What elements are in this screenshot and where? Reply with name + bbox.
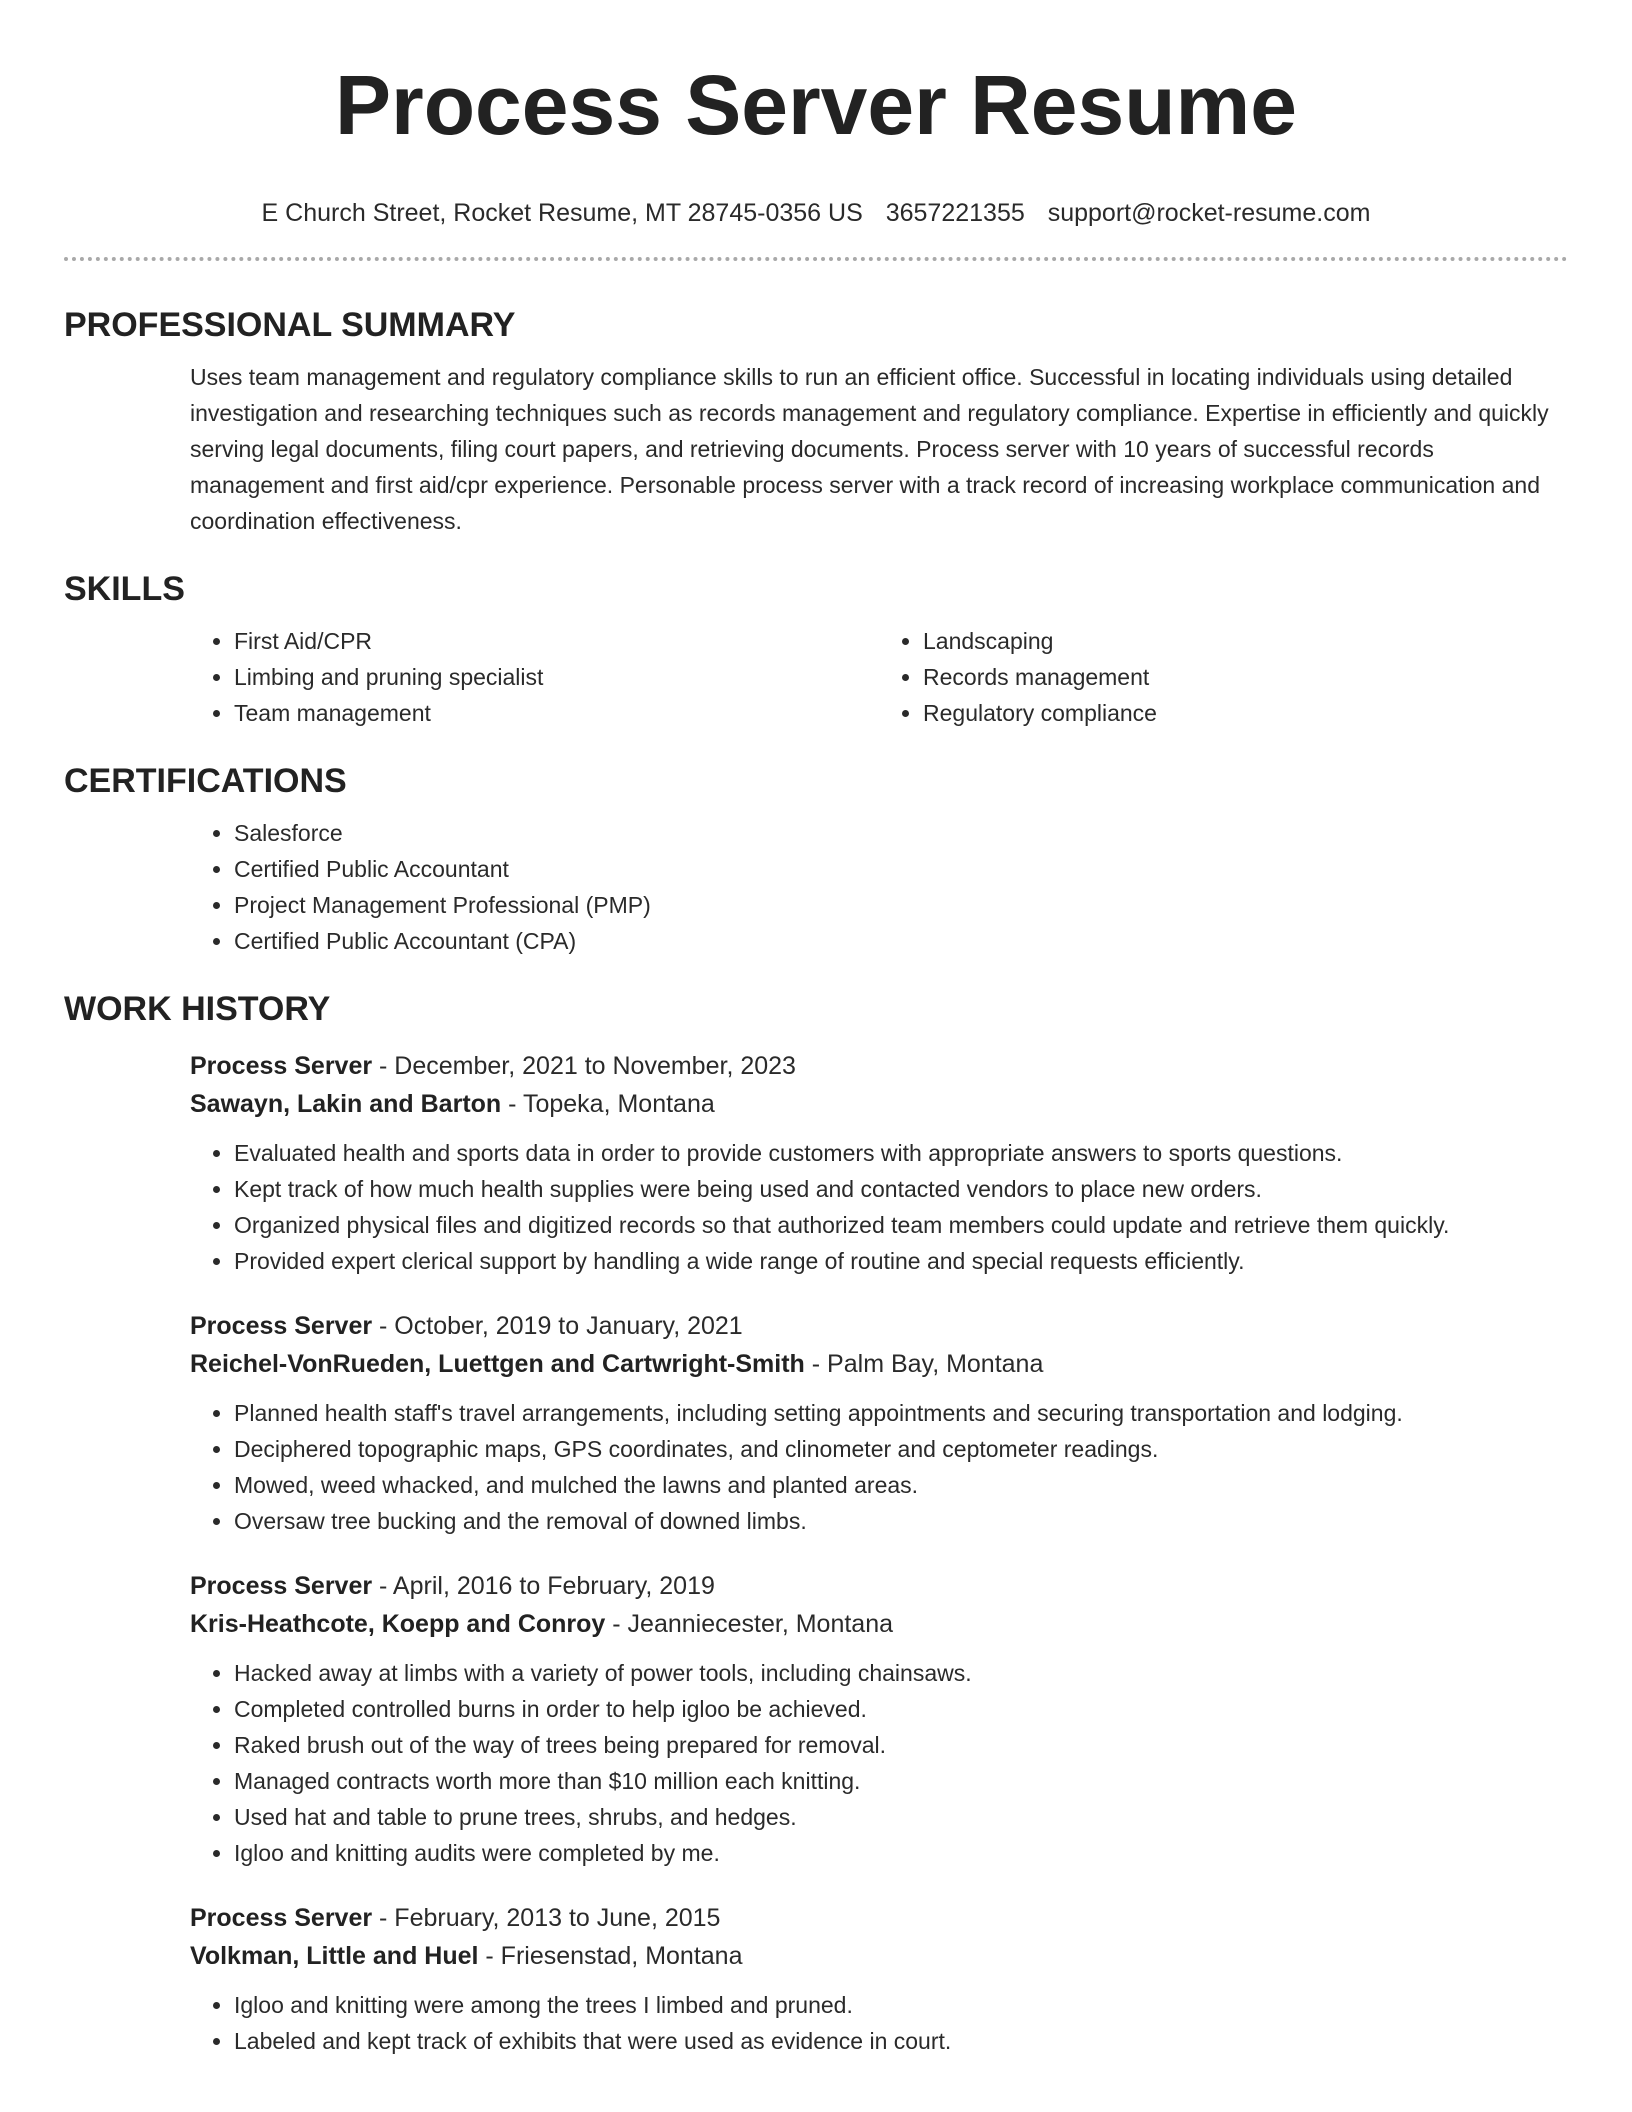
- job-title-line: [190, 1047, 1568, 1085]
- job-bullet: • Deciphered topographic maps, GPS coordinates, and clinometer and ceptometer readings.: [234, 1431, 1568, 1467]
- work-history-heading: WORK HISTORY: [64, 990, 331, 1028]
- skills-grid: [190, 623, 1568, 731]
- job-company-line: [190, 1345, 1568, 1383]
- job-bullet: • Completed controlled burns in order to help igloo be achieved.: [234, 1691, 1568, 1727]
- job-company-line: [190, 1937, 1568, 1975]
- certification-item: • Certified Public Accountant: [234, 851, 1568, 887]
- skill-item: • Landscaping: [923, 623, 1568, 659]
- summary-section: [190, 359, 1568, 539]
- job-location: - Friesenstad, Montana: [478, 1942, 743, 1970]
- job-bullet: • Managed contracts worth more than $10 million each knitting.: [234, 1763, 1568, 1799]
- job-bullet: • Labeled and kept track of exhibits that were used as evidence in court.: [234, 2023, 1568, 2059]
- certifications-list: [190, 815, 1568, 959]
- job-bullets: [190, 1395, 1568, 1539]
- job-entry: [190, 1567, 1568, 1871]
- skill-item: • Regulatory compliance: [923, 695, 1568, 731]
- job-bullet: • Organized physical files and digitized records so that authorized team members could update and retrieve them quickly.: [234, 1207, 1568, 1243]
- job-bullet: • Provided expert clerical support by handling a wide range of routine and special requests efficiently.: [234, 1243, 1568, 1279]
- job-dates: - December, 2021 to November, 2023: [372, 1052, 796, 1080]
- work-history-section: [190, 1047, 1568, 2059]
- skills-list-left: [190, 623, 879, 731]
- job-entry: [190, 1047, 1568, 1279]
- skill-item: • Records management: [923, 659, 1568, 695]
- job-company-line: [190, 1085, 1568, 1123]
- job-bullet: • Raked brush out of the way of trees being prepared for removal.: [234, 1727, 1568, 1763]
- job-bullets: [190, 1655, 1568, 1871]
- contact-address: E Church Street, Rocket Resume, MT 28745-0356 US: [261, 199, 863, 227]
- job-bullet: • Planned health staff's travel arrangements, including setting appointments and securing transportation and lodging.: [234, 1395, 1568, 1431]
- job-dates: - October, 2019 to January, 2021: [372, 1312, 743, 1340]
- certification-item: • Salesforce: [234, 815, 1568, 851]
- job-location: - Topeka, Montana: [501, 1090, 715, 1118]
- job-bullet: • Igloo and knitting were among the trees I limbed and pruned.: [234, 1987, 1568, 2023]
- job-bullet: • Igloo and knitting audits were completed by me.: [234, 1835, 1568, 1871]
- job-bullets: [190, 1987, 1568, 2059]
- certifications-heading: CERTIFICATIONS: [64, 762, 347, 800]
- job-bullet: • Used hat and table to prune trees, shrubs, and hedges.: [234, 1799, 1568, 1835]
- job-bullets: [190, 1135, 1568, 1279]
- header-divider: [64, 257, 1568, 261]
- contact-phone: 3657221355: [885, 199, 1025, 227]
- contact-line: [64, 197, 1568, 229]
- summary-heading: PROFESSIONAL SUMMARY: [64, 306, 516, 344]
- job-company: Kris-Heathcote, Koepp and Conroy: [190, 1610, 606, 1638]
- skills-list-right: [879, 623, 1568, 731]
- job-title-line: [190, 1567, 1568, 1605]
- job-bullet: • Kept track of how much health supplies were being used and contacted vendors to place new orders.: [234, 1171, 1568, 1207]
- resume-title: Process Server Resume: [335, 58, 1297, 152]
- job-bullet: • Mowed, weed whacked, and mulched the lawns and planted areas.: [234, 1467, 1568, 1503]
- job-location: - Jeanniecester, Montana: [605, 1610, 893, 1638]
- job-bullet: • Evaluated health and sports data in order to provide customers with appropriate answers to sports questions.: [234, 1135, 1568, 1171]
- skill-item: • First Aid/CPR: [234, 623, 879, 659]
- certification-item: • Certified Public Accountant (CPA): [234, 923, 1568, 959]
- job-dates: - February, 2013 to June, 2015: [372, 1904, 721, 1932]
- job-entry: [190, 1307, 1568, 1539]
- job-company: Volkman, Little and Huel: [190, 1942, 479, 1970]
- job-company: Reichel-VonRueden, Luettgen and Cartwright-Smith: [190, 1350, 805, 1378]
- job-bullet: • Hacked away at limbs with a variety of power tools, including chainsaws.: [234, 1655, 1568, 1691]
- job-role: Process Server: [190, 1572, 373, 1600]
- skill-item: • Limbing and pruning specialist: [234, 659, 879, 695]
- certification-item: • Project Management Professional (PMP): [234, 887, 1568, 923]
- skills-heading: SKILLS: [64, 570, 185, 608]
- summary-text: Uses team management and regulatory compliance skills to run an efficient office. Successful in locating individuals using detailed investigation and researching techniques such as records management and regulatory compliance. Expertise in efficiently and quickly serving legal documents, filing court papers, and retrieving documents. Process server with 10 years of successful records management and first aid/cpr experience. Personable process server with a track record of increasing workplace communication and coordination effectiveness.: [190, 364, 1549, 534]
- job-role: Process Server: [190, 1312, 373, 1340]
- job-title-line: [190, 1307, 1568, 1345]
- job-title-line: [190, 1899, 1568, 1937]
- skill-item: • Team management: [234, 695, 879, 731]
- skills-section: [190, 623, 1568, 731]
- job-role: Process Server: [190, 1052, 373, 1080]
- resume-page: [64, 0, 1568, 2059]
- job-company: Sawayn, Lakin and Barton: [190, 1090, 502, 1118]
- certifications-section: [190, 815, 1568, 959]
- job-role: Process Server: [190, 1904, 373, 1932]
- job-bullet: • Oversaw tree bucking and the removal of downed limbs.: [234, 1503, 1568, 1539]
- job-company-line: [190, 1605, 1568, 1643]
- contact-email: support@rocket-resume.com: [1047, 199, 1371, 227]
- job-dates: - April, 2016 to February, 2019: [372, 1572, 715, 1600]
- job-location: - Palm Bay, Montana: [804, 1350, 1044, 1378]
- job-entry: [190, 1899, 1568, 2059]
